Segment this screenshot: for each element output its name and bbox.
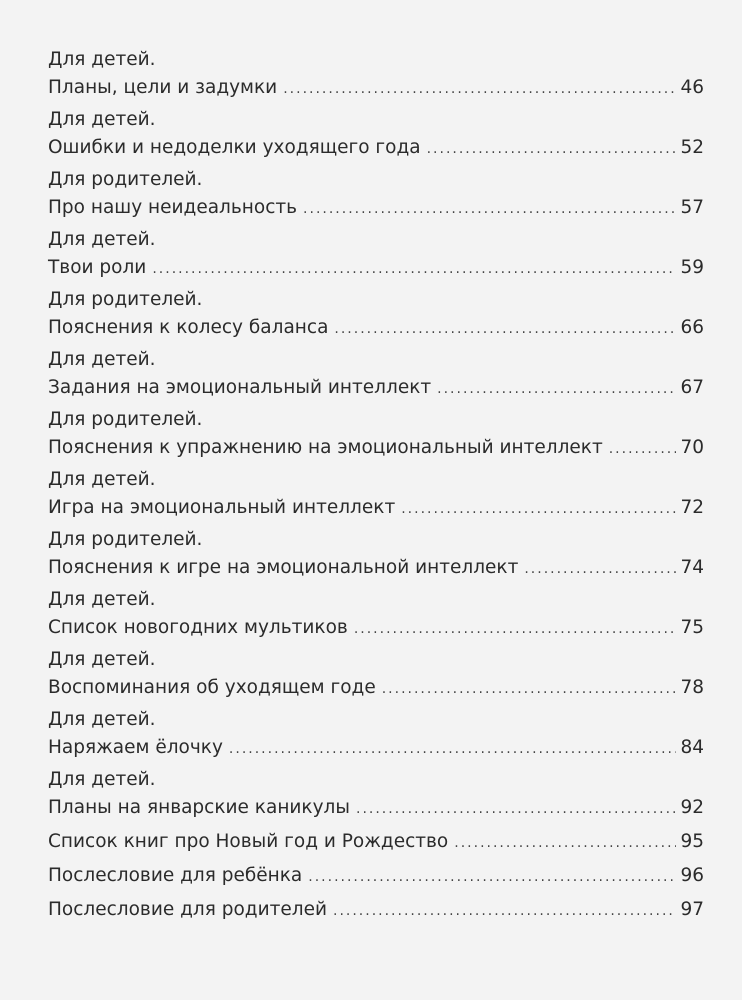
leader-dots xyxy=(609,435,677,463)
toc-entry xyxy=(48,46,704,102)
toc-entry xyxy=(48,828,704,856)
toc-entry-audience: Для детей. xyxy=(48,709,156,730)
leader-dots xyxy=(283,75,676,103)
toc-entry-page-number: 67 xyxy=(680,377,704,398)
toc-entry-title: Послесловие для родителей xyxy=(48,899,327,920)
toc-entry-page-number: 75 xyxy=(680,617,704,638)
toc-entry-audience: Для родителей. xyxy=(48,529,203,550)
toc-entry xyxy=(48,226,704,282)
toc-entry-page-number: 70 xyxy=(680,437,704,458)
toc-entry-title: Игра на эмоциональный интеллект xyxy=(48,497,396,518)
toc-entry xyxy=(48,766,704,822)
toc-entry-line xyxy=(48,614,704,642)
toc-entry-page-number: 96 xyxy=(680,865,704,886)
toc-entry xyxy=(48,706,704,762)
leader-dots xyxy=(333,897,676,925)
toc-entry-line xyxy=(48,734,704,762)
toc-entry-title: Пояснения к упражнению на эмоциональный интеллект xyxy=(48,437,603,458)
toc-entry-page-number: 84 xyxy=(680,737,704,758)
toc-entry-audience: Для детей. xyxy=(48,589,156,610)
toc-entry-line xyxy=(48,314,704,342)
toc-entry xyxy=(48,646,704,702)
toc-entry-page-number: 97 xyxy=(680,899,704,920)
leader-dots xyxy=(152,255,676,283)
toc-entry-line xyxy=(48,828,704,856)
toc-entry-line xyxy=(48,434,704,462)
table-of-contents xyxy=(48,46,704,928)
toc-entry xyxy=(48,406,704,462)
leader-dots xyxy=(401,495,676,523)
toc-entry xyxy=(48,526,704,582)
leader-dots xyxy=(427,135,677,163)
toc-entry-line xyxy=(48,374,704,402)
toc-entry-page-number: 72 xyxy=(680,497,704,518)
toc-entry-page-number: 57 xyxy=(680,197,704,218)
toc-entry-audience: Для родителей. xyxy=(48,169,203,190)
toc-entry-line xyxy=(48,862,704,890)
toc-entry-title: Планы, цели и задумки xyxy=(48,77,278,98)
toc-entry-audience: Для детей. xyxy=(48,109,156,130)
toc-entry xyxy=(48,106,704,162)
toc-entry-title: Воспоминания об уходящем годе xyxy=(48,677,376,698)
toc-entry-page-number: 92 xyxy=(680,797,704,818)
leader-dots xyxy=(524,555,676,583)
toc-entry-line xyxy=(48,896,704,924)
leader-dots xyxy=(356,795,676,823)
toc-entry-audience: Для детей. xyxy=(48,769,156,790)
toc-entry xyxy=(48,286,704,342)
toc-entry-title: Список новогодних мультиков xyxy=(48,617,348,638)
toc-entry-audience: Для детей. xyxy=(48,229,156,250)
leader-dots xyxy=(354,615,677,643)
toc-entry xyxy=(48,466,704,522)
toc-entry xyxy=(48,586,704,642)
leader-dots xyxy=(334,315,676,343)
toc-entry-line xyxy=(48,674,704,702)
toc-entry-title: Ошибки и недоделки уходящего года xyxy=(48,137,421,158)
toc-entry-line xyxy=(48,494,704,522)
toc-entry-title: Твои роли xyxy=(48,257,147,278)
toc-entry-audience: Для детей. xyxy=(48,349,156,370)
toc-entry-audience: Для родителей. xyxy=(48,289,203,310)
toc-entry xyxy=(48,862,704,890)
leader-dots xyxy=(437,375,676,403)
toc-entry-page-number: 66 xyxy=(680,317,704,338)
toc-entry-page-number: 74 xyxy=(680,557,704,578)
toc-entry xyxy=(48,166,704,222)
toc-entry-title: Пояснения к колесу баланса xyxy=(48,317,329,338)
leader-dots xyxy=(382,675,677,703)
toc-entry xyxy=(48,896,704,924)
leader-dots xyxy=(308,863,676,891)
toc-entry-line xyxy=(48,194,704,222)
toc-entry-page-number: 52 xyxy=(680,137,704,158)
leader-dots xyxy=(454,829,676,857)
toc-entry-title: Планы на январские каникулы xyxy=(48,797,350,818)
leader-dots xyxy=(303,195,676,223)
toc-entry-title: Наряжаем ёлочку xyxy=(48,737,223,758)
toc-entry xyxy=(48,346,704,402)
toc-entry-line xyxy=(48,254,704,282)
toc-entry-page-number: 95 xyxy=(680,831,704,852)
toc-entry-title: Пояснения к игре на эмоциональной интеллект xyxy=(48,557,519,578)
toc-entry-audience: Для детей. xyxy=(48,49,156,70)
leader-dots xyxy=(229,735,677,763)
toc-entry-page-number: 46 xyxy=(680,77,704,98)
toc-entry-line xyxy=(48,794,704,822)
toc-entry-audience: Для детей. xyxy=(48,649,156,670)
toc-entry-audience: Для родителей. xyxy=(48,409,203,430)
toc-entry-title: Про нашу неидеальность xyxy=(48,197,298,218)
toc-entry-title: Послесловие для ребёнка xyxy=(48,865,303,886)
toc-entry-line xyxy=(48,134,704,162)
toc-entry-audience: Для детей. xyxy=(48,469,156,490)
toc-entry-title: Список книг про Новый год и Рождество xyxy=(48,831,449,852)
toc-entry-line xyxy=(48,554,704,582)
toc-entry-page-number: 59 xyxy=(680,257,704,278)
toc-entry-line xyxy=(48,74,704,102)
toc-entry-page-number: 78 xyxy=(680,677,704,698)
toc-entry-title: Задания на эмоциональный интеллект xyxy=(48,377,432,398)
